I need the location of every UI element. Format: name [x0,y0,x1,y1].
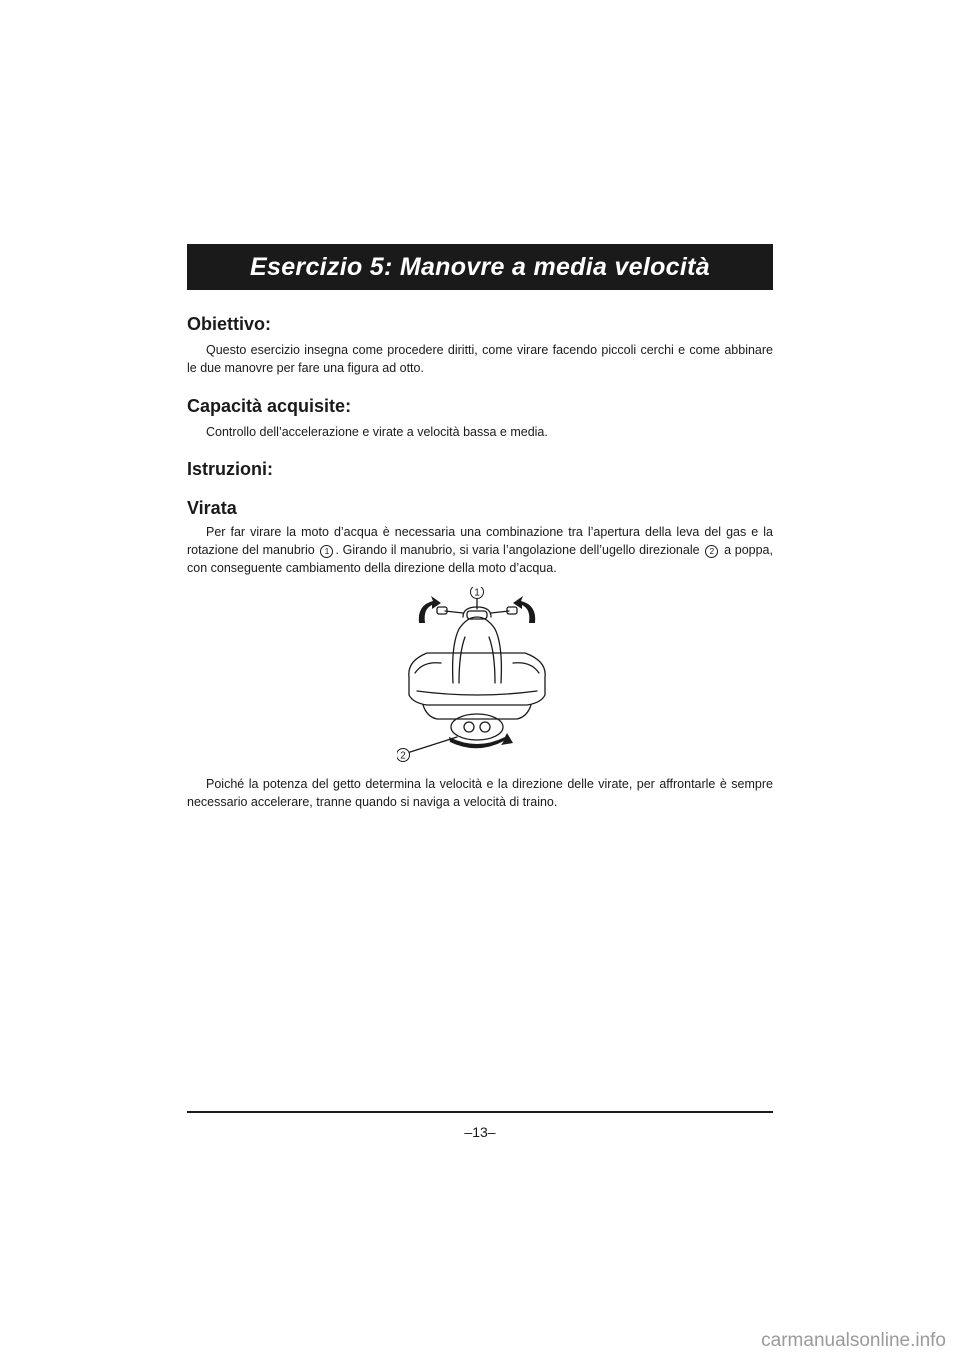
heading-capacita: Capacità acquisite: [187,396,352,416]
paragraph-obiettivo: Questo esercizio insegna come procedere diritti, come virare facendo piccoli cerchi e come abbinare le due manovre per fare una figura ad otto. [187,343,773,375]
page-title: Esercizio 5: Manovre a media velocità [250,252,710,281]
virata-text-2: . Girando il manubrio, si varia l’angolazione dell’ugello direzionale [335,543,700,557]
figure-label-1 [471,587,484,599]
virata-text-3: a poppa, con conseguente cambiamento della direzione della moto d’acqua. [187,543,773,575]
heading-virata: Virata [187,498,237,518]
figure-label-2 [397,749,410,762]
paragraph-poiche: Poiché la potenza del getto determina la velocità e la direzione delle virate, per affrontarle è sempre necessario accelerare, tranne quando si naviga a velocità di traino. [187,777,773,809]
figure-label-2-text: 2 [400,750,406,762]
heading-obiettivo: Obiettivo: [187,314,271,334]
ref-marker-1: 1 [320,545,333,558]
heading-istruzioni: Istruzioni: [187,459,273,479]
watermark: carmanualsonline.info [761,1330,946,1351]
paragraph-virata [187,523,773,577]
virata-text-1: Per far virare la moto d’acqua è necessaria una combinazione tra l’apertura della leva del gas e la rotazione del manubrio [187,525,773,557]
watercraft-illustration [397,587,557,767]
paragraph-capacita: Controllo dell’accelerazione e virate a velocità bassa e media. [206,425,548,439]
page-number: –13– [464,1124,496,1140]
ref-marker-2: 2 [705,545,718,558]
watercraft-figure [187,587,773,767]
content [187,308,773,811]
footer-rule [187,1111,773,1113]
figure-label-1-text: 1 [474,587,480,599]
title-banner [187,244,773,290]
